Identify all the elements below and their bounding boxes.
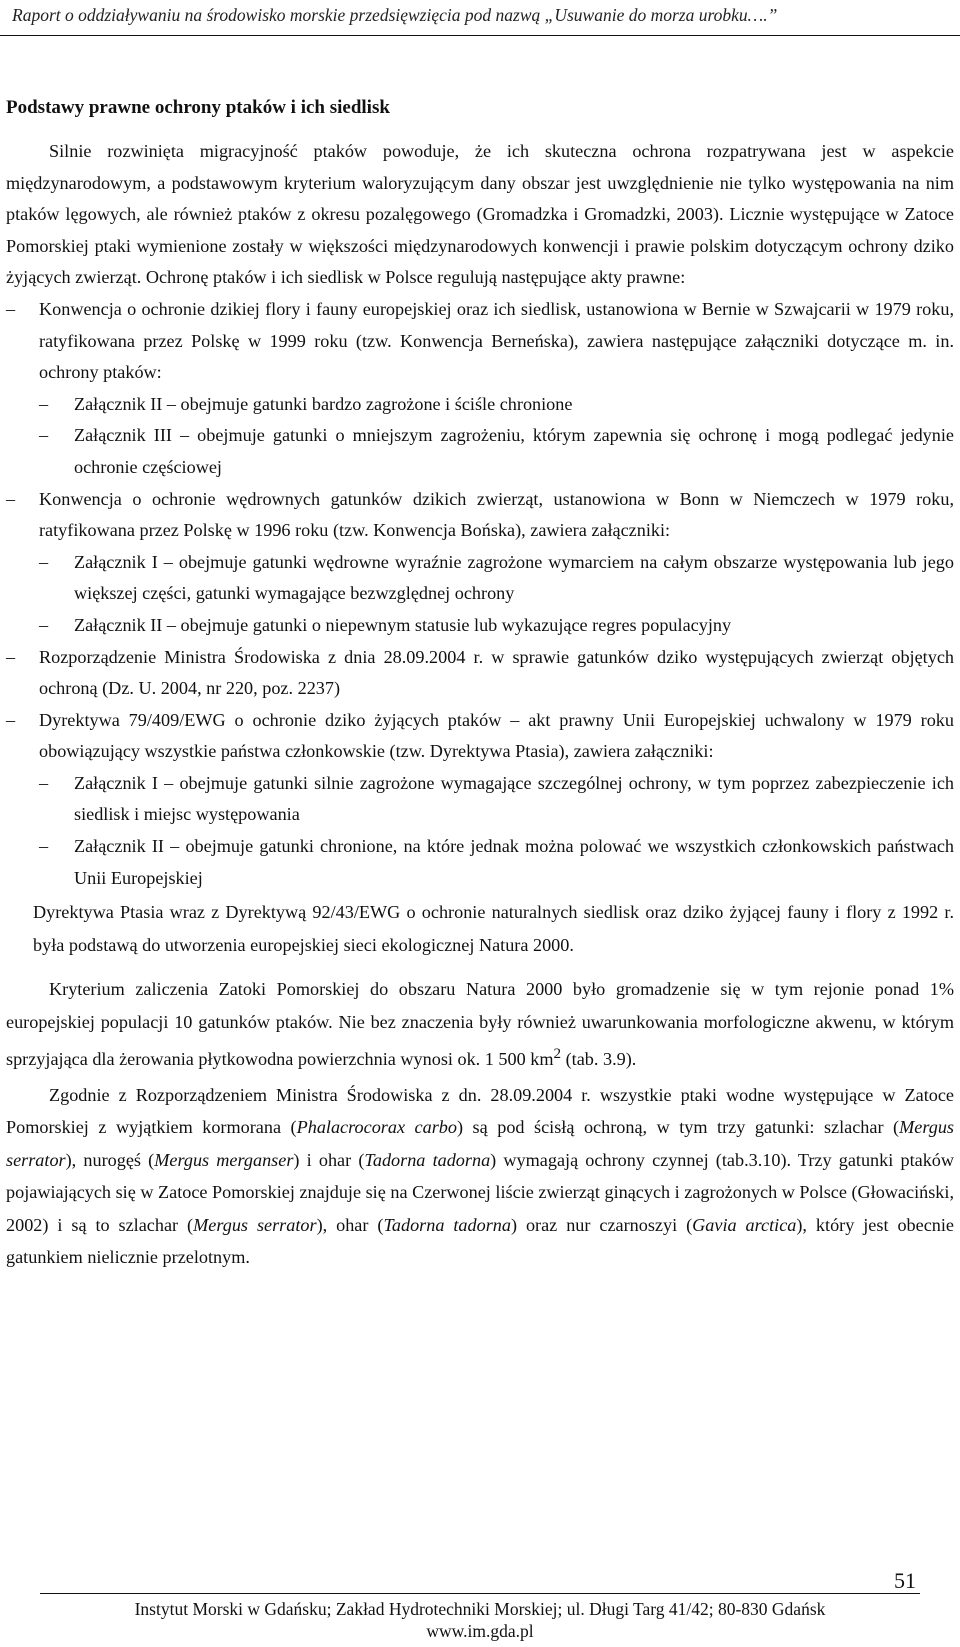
annex-text: Załącznik I – obejmuje gatunki wędrowne wyraźnie zagrożone wymarciem na całym obszarze występowania lub jego większej części, gatunki wymagające bezwzględnej ochrony: [74, 551, 954, 604]
dash-bullet: –: [39, 614, 49, 635]
text-run: ), nurogęś (: [65, 1149, 155, 1170]
annex-list: [39, 768, 954, 894]
annex-list: [39, 547, 954, 642]
annex-text: Załącznik II – obejmuje gatunki chronione, na które jednak można polować we wszystkich członkowskich państwach Unii Europejskiej: [74, 836, 954, 888]
species-name: Mergus serrator: [193, 1214, 317, 1235]
annex-item: [6, 768, 954, 831]
dash-bullet: –: [39, 425, 49, 446]
footer-rule: [40, 1593, 920, 1594]
legal-act-item: [6, 294, 954, 484]
annex-item: [6, 831, 954, 894]
species-name: Mergus merganser: [154, 1149, 294, 1170]
footer-website[interactable]: www.im.gda.pl: [426, 1621, 534, 1641]
annex-text: Załącznik I – obejmuje gatunki silnie zagrożone wymagające szczególnej ochrony, w tym poprzez zabezpieczenie ich siedlisk i miejsc występowania: [74, 772, 954, 825]
dash-bullet: –: [6, 646, 16, 667]
dash-bullet: –: [6, 488, 16, 509]
text-run: Zgodnie z Rozporządzeniem Ministra Środowiska z dn. 28.09.2004 r. wszystkie ptaki wodne występujące w Zatoce Pomorskiej z wyjątkiem kormorana (: [6, 1084, 954, 1138]
annex-item: [6, 547, 954, 610]
text-run: ) wymagają ochrony czynnej (tab.3.10). Trzy gatunki ptaków pojawiających się w Zatoce Pomorskiej znajduje się na Czerwonej liście zwierząt ginących i zagrożonych w Polsce (Głowaciński, 2002) i są to szlachar (: [6, 1149, 955, 1235]
natura-2000-note: Dyrektywa Ptasia wraz z Dyrektywą 92/43/EWG o ochronie naturalnych siedlisk oraz dziko żyjącej fauny i flory z 1992 r. była podstawą do utworzenia europejskiej sieci ekologicznej Natura 2000.: [33, 902, 954, 955]
annex-text: Załącznik II – obejmuje gatunki o niepewnym statusie lub wykazujące regres populacyjny: [74, 614, 732, 635]
legal-act-text: Rozporządzenie Ministra Środowiska z dnia 28.09.2004 r. w sprawie gatunków dziko występujących zwierząt objętych ochroną (Dz. U. 2004, nr 220, poz. 2237): [39, 646, 954, 699]
annex-item: [6, 420, 954, 483]
legal-act-text: Konwencja o ochronie dzikiej flory i fauny europejskiej oraz ich siedlisk, ustanowiona w Bernie w Szwajcarii w 1979 roku, ratyfikowana przez Polskę w 1999 roku (tzw. Konwencja Berneńska), zawiera następujące załączniki dotyczące m. in. ochrony ptaków:: [39, 298, 954, 383]
annex-text: Załącznik III – obejmuje gatunki o mniejszym zagrożeniu, którym zapewnia się ochronę i mogą podlegać jedynie ochronie częściowej: [74, 425, 954, 477]
dash-bullet: –: [39, 393, 49, 414]
dash-bullet: –: [39, 836, 49, 857]
legal-act-text: Konwencja o ochronie wędrownych gatunków dzikich zwierząt, ustanowiona w Bonn w Niemczech w 1979 roku, ratyfikowana przez Polskę w 1996 roku (tzw. Konwencja Bońska), zawiera załączniki:: [39, 488, 954, 541]
annex-text: Załącznik II – obejmuje gatunki bardzo zagrożone i ściśle chronione: [74, 393, 573, 414]
criterion-text: Kryterium zaliczenia Zatoki Pomorskiej do obszaru Natura 2000 było gromadzenie się w tym rejonie ponad 1% europejskiej populacji 10 gatunków ptaków. Nie bez znaczenia były również uwarunkowania morfologiczne akwenu, w którym sprzyjająca dla żerowania płytkowodna powierzchnia wynosi ok. 1 500 km: [6, 979, 954, 1070]
criterion-tail: (tab. 3.9).: [561, 1049, 637, 1070]
annex-item: [6, 610, 954, 642]
section-title: Podstawy prawne ochrony ptaków i ich siedlisk: [6, 97, 390, 118]
text-run: ) są pod ścisłą ochroną, w tym trzy gatunki: szlachar (: [456, 1117, 900, 1138]
text-run: ) i ohar (: [293, 1149, 365, 1170]
document-body: [0, 94, 960, 1274]
footer-institution: Instytut Morski w Gdańsku; Zakład Hydrotechniki Morskiej; ul. Długi Targ 41/42; 80-830 Gdańsk: [134, 1599, 826, 1619]
regulation-paragraph: [6, 1079, 954, 1274]
species-name: Tadorna tadorna: [364, 1149, 491, 1170]
species-name: Gavia arctica: [692, 1214, 797, 1235]
superscript: 2: [553, 1045, 562, 1063]
legal-act-item: [6, 642, 954, 705]
page-number: 51: [894, 1568, 916, 1593]
dash-bullet: –: [6, 709, 16, 730]
text-run: ), ohar (: [316, 1214, 384, 1235]
species-name: Tadorna tadorna: [383, 1214, 511, 1235]
legal-act-item: [6, 484, 954, 642]
legal-act-item: [6, 705, 954, 895]
text-run: ), który jest obecnie gatunkiem nielicznie przelotnym.: [6, 1214, 954, 1268]
legal-act-text: Dyrektywa 79/409/EWG o ochronie dziko żyjących ptaków – akt prawny Unii Europejskiej uchwalony w 1979 roku obowiązujący wszystkie państwa członkowskie (tzw. Dyrektywa Ptasia), zawiera załączniki:: [39, 709, 954, 762]
annex-item: [6, 389, 954, 421]
criterion-paragraph: [6, 973, 954, 1076]
annex-list: [39, 389, 954, 484]
species-name: Phalacrocorax carbo: [296, 1117, 457, 1138]
running-header: Raport o oddziaływaniu na środowisko morskie przedsięwzięcia pod nazwą „Usuwanie do morza urobku….”: [12, 5, 778, 25]
legal-acts-list: [6, 294, 954, 894]
header-rule: [0, 35, 960, 36]
dash-bullet: –: [6, 298, 16, 319]
page-footer: [0, 1598, 960, 1642]
dash-bullet: –: [39, 551, 49, 572]
species-name: Mergus serrator: [6, 1117, 954, 1170]
dash-bullet: –: [39, 772, 49, 793]
text-run: ) oraz nur czarnoszyi (: [510, 1214, 693, 1235]
intro-paragraph: Silnie rozwinięta migracyjność ptaków powoduje, że ich skuteczna ochrona rozpatrywana jest w aspekcie międzynarodowym, a podstawowym kryterium waloryzującym dany obszar jest uwzględnienie nie tylko występowania na nim ptaków lęgowych, ale również ptaków z okresu pozalęgowego (Gromadzka i Gromadzki, 2003). Licznie występujące w Zatoce Pomorskiej ptaki wymienione zostały w większości międzynarodowych konwencji i prawie polskim dotyczącym ochrony dziko żyjących zwierząt. Ochronę ptaków i ich siedlisk w Polsce regulują następujące akty prawne:: [6, 141, 954, 288]
